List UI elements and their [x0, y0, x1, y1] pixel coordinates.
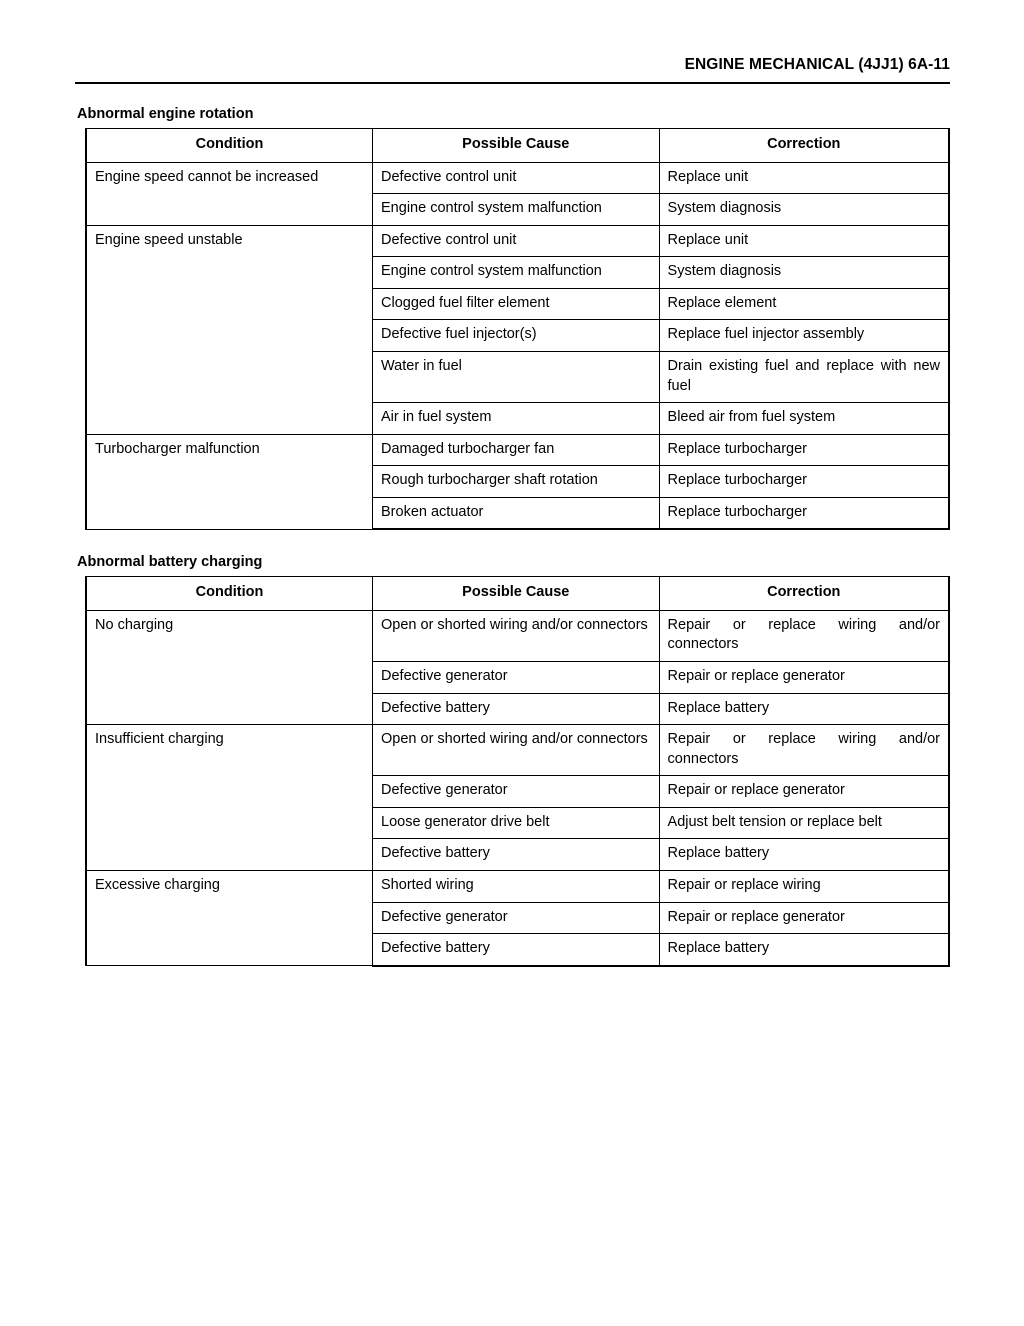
cell-condition: Insufficient charging [86, 725, 373, 871]
cell-cause: Water in fuel [373, 351, 660, 402]
column-header-correction: Correction [659, 577, 949, 611]
section-title: Abnormal engine rotation [77, 106, 254, 122]
table-row [86, 725, 949, 776]
cell-correction: Repair or replace wiring and/or connectors [659, 725, 949, 776]
cell-correction: Replace fuel injector assembly [659, 320, 949, 352]
cell-correction: Replace turbocharger [659, 466, 949, 498]
cell-correction: Drain existing fuel and replace with new fuel [659, 351, 949, 402]
cell-correction: System diagnosis [659, 194, 949, 226]
cell-condition: Engine speed cannot be increased [86, 162, 373, 225]
cell-cause: Rough turbocharger shaft rotation [373, 466, 660, 498]
table-header-row [86, 577, 949, 611]
cell-cause: Clogged fuel filter element [373, 288, 660, 320]
column-header-condition: Condition [86, 577, 373, 611]
cell-correction: Replace battery [659, 934, 949, 966]
cell-correction: Bleed air from fuel system [659, 403, 949, 435]
cell-correction: Replace unit [659, 162, 949, 194]
table-row [86, 610, 949, 661]
table-row [86, 162, 949, 194]
column-header-possible-cause: Possible Cause [373, 577, 660, 611]
cell-correction: Replace element [659, 288, 949, 320]
cell-correction: Repair or replace generator [659, 776, 949, 808]
cell-condition: Engine speed unstable [86, 225, 373, 434]
section-title: Abnormal battery charging [77, 554, 263, 571]
cell-cause: Defective battery [373, 839, 660, 871]
column-header-correction: Correction [659, 129, 949, 163]
cell-cause: Defective battery [373, 934, 660, 966]
table-header-row [86, 129, 949, 163]
cell-cause: Defective control unit [373, 162, 660, 194]
cell-cause: Defective battery [373, 693, 660, 725]
cell-correction: Repair or replace wiring [659, 870, 949, 902]
cell-cause: Damaged turbocharger fan [373, 434, 660, 466]
header-divider [75, 82, 950, 84]
document-body [75, 100, 950, 967]
troubleshooting-table-battery-charging [85, 576, 950, 966]
table-row [86, 870, 949, 902]
cell-cause: Defective generator [373, 776, 660, 808]
cell-cause: Defective generator [373, 662, 660, 694]
cell-cause: Open or shorted wiring and/or connectors [373, 610, 660, 661]
cell-correction: Replace battery [659, 839, 949, 871]
troubleshooting-table-engine-rotation [85, 128, 950, 530]
cell-cause: Engine control system malfunction [373, 257, 660, 289]
table-row [86, 225, 949, 257]
section-abnormal-engine-rotation [75, 106, 950, 530]
cell-cause: Defective control unit [373, 225, 660, 257]
section-abnormal-battery-charging [75, 554, 950, 966]
column-header-condition: Condition [86, 129, 373, 163]
cell-condition: Turbocharger malfunction [86, 434, 373, 529]
cell-cause: Engine control system malfunction [373, 194, 660, 226]
cell-correction: Replace turbocharger [659, 434, 949, 466]
cell-cause: Shorted wiring [373, 870, 660, 902]
cell-condition: No charging [86, 610, 373, 724]
page-header: ENGINE MECHANICAL (4JJ1) 6A-11 [684, 56, 950, 73]
cell-correction: Replace battery [659, 693, 949, 725]
cell-cause: Open or shorted wiring and/or connectors [373, 725, 660, 776]
table-row [86, 434, 949, 466]
cell-cause: Defective fuel injector(s) [373, 320, 660, 352]
cell-correction: Repair or replace wiring and/or connectors [659, 610, 949, 661]
cell-correction: Replace unit [659, 225, 949, 257]
cell-cause: Defective generator [373, 902, 660, 934]
cell-cause: Air in fuel system [373, 403, 660, 435]
cell-correction: Replace turbocharger [659, 497, 949, 529]
cell-correction: Repair or replace generator [659, 902, 949, 934]
cell-condition: Excessive charging [86, 870, 373, 965]
cell-cause: Loose generator drive belt [373, 807, 660, 839]
cell-cause: Broken actuator [373, 497, 660, 529]
cell-correction: Repair or replace generator [659, 662, 949, 694]
cell-correction: System diagnosis [659, 257, 949, 289]
column-header-possible-cause: Possible Cause [373, 129, 660, 163]
cell-correction: Adjust belt tension or replace belt [659, 807, 949, 839]
section-spacer [75, 530, 950, 548]
